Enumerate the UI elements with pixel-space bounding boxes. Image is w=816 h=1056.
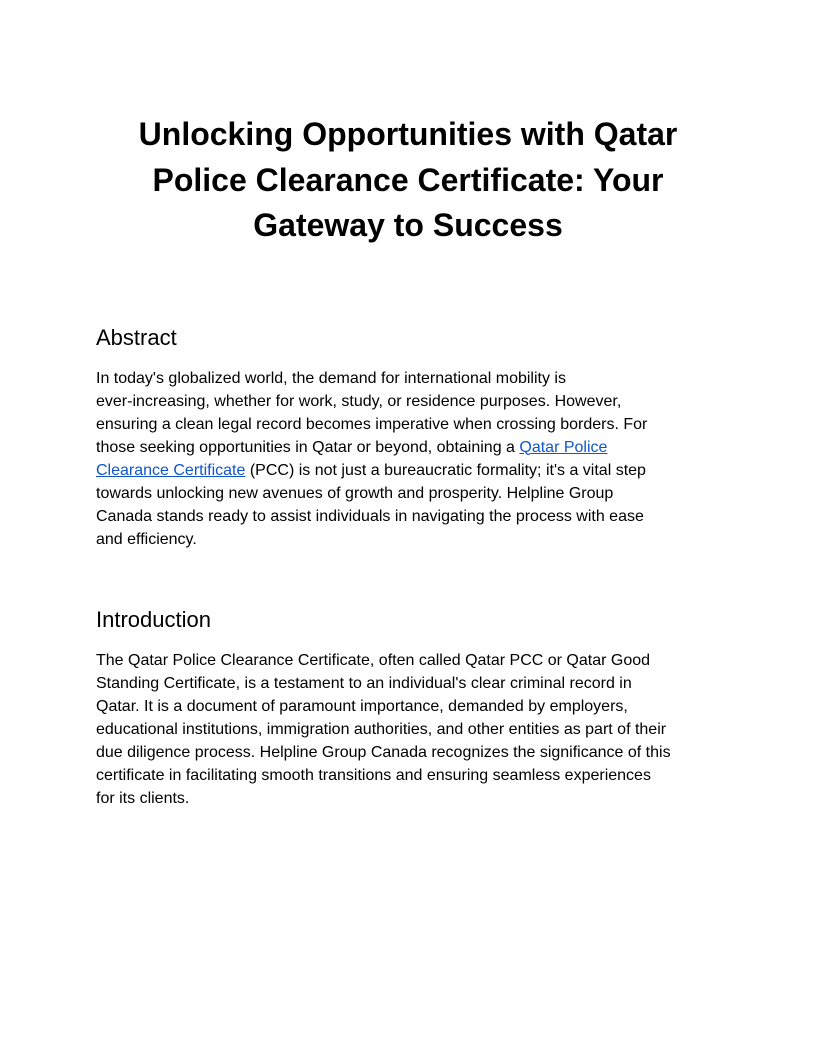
abstract-line-5-text: (PCC) is not just a bureaucratic formality; it's a vital step [245,461,646,479]
abstract-line-2: ever-increasing, whether for work, study, or residence purposes. However, [96,392,622,410]
qatar-pcc-link-part-2[interactable]: Clearance Certificate [96,461,246,479]
introduction-line-3: Qatar. It is a document of paramount importance, demanded by employers, [96,697,628,715]
document-page [96,112,720,810]
introduction-heading: Introduction [96,606,211,632]
document-title [96,112,720,249]
introduction-paragraph [96,649,720,810]
abstract-line-7: Canada stands ready to assist individuals in navigating the process with ease [96,507,644,525]
abstract-line-5 [96,459,720,482]
introduction-line-2: Standing Certificate, is a testament to an individual's clear criminal record in [96,674,632,692]
title-line-3: Gateway to Success [253,207,563,243]
abstract-line-1: In today's globalized world, the demand for international mobility is [96,369,566,387]
abstract-paragraph [96,367,720,551]
qatar-pcc-link-part-1[interactable]: Qatar Police [519,438,608,456]
abstract-heading: Abstract [96,324,177,350]
introduction-line-1: The Qatar Police Clearance Certificate, often called Qatar PCC or Qatar Good [96,651,651,669]
introduction-line-6: certificate in facilitating smooth transitions and ensuring seamless experiences [96,766,651,784]
title-line-2: Police Clearance Certificate: Your [152,161,664,198]
abstract-line-6: towards unlocking new avenues of growth and prosperity. Helpline Group [96,484,614,502]
abstract-line-3: ensuring a clean legal record becomes imperative when crossing borders. For [96,415,648,433]
introduction-line-4: educational institutions, immigration authorities, and other entities as part of their [96,720,667,738]
introduction-line-7: for its clients. [96,789,190,807]
abstract-line-4 [96,436,720,459]
introduction-line-5: due diligence process. Helpline Group Canada recognizes the significance of this [96,743,671,761]
abstract-line-8: and efficiency. [96,530,197,548]
abstract-line-4-text: those seeking opportunities in Qatar or beyond, obtaining a [96,438,520,456]
title-line-1: Unlocking Opportunities with Qatar [138,116,678,152]
